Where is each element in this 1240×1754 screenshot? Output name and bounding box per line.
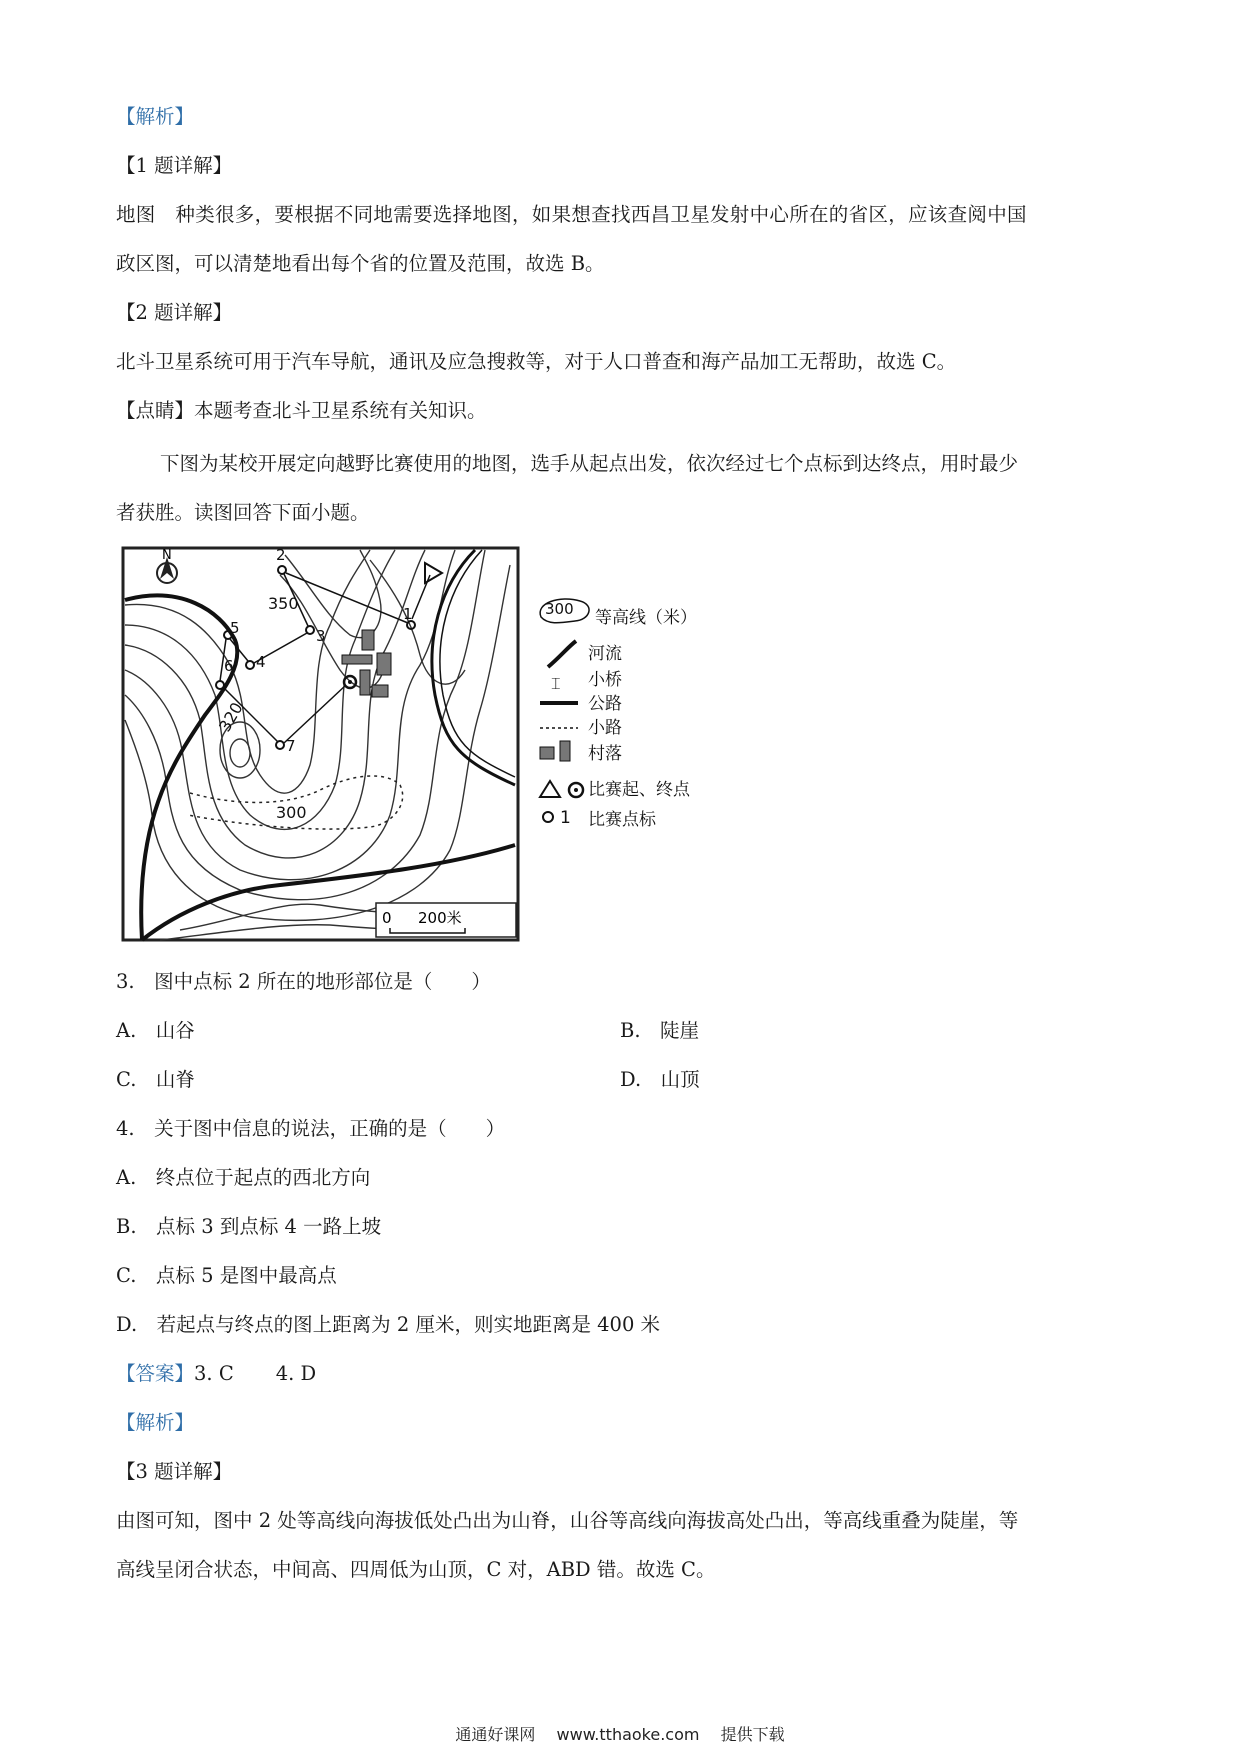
answer-3: 3. C — [194, 1362, 234, 1385]
checkpoint-label-5: 5 — [230, 619, 240, 637]
q3-option-a: A. 山谷 — [116, 1019, 195, 1042]
line-dianjing: 【点睛】本题考查北斗卫星系统有关知识。 — [116, 399, 487, 422]
north-arrow-icon — [157, 548, 177, 583]
route-lines — [220, 573, 430, 743]
intro-line-1: 下图为某校开展定向越野比赛使用的地图，选手从起点出发，依次经过七个点标到达终点，用时最少 — [160, 452, 1019, 475]
line-jiexi-2: 【解析】 — [116, 1411, 195, 1434]
line-q1-l2: 政区图，可以清楚地看出每个省的位置及范围，故选 B。 — [116, 252, 605, 275]
line-jiexi-1: 【解析】 — [116, 105, 195, 128]
line-q3-l1: 由图可知，图中 2 处等高线向海拔低处凸出为山脊，山谷等高线向海拔高处凸出，等高线重叠为陡崖，等 — [116, 1509, 1019, 1532]
checkpoint-label-6: 6 — [224, 657, 234, 675]
svg-text:小路: 小路 — [588, 718, 622, 738]
svg-text:河流: 河流 — [588, 644, 622, 664]
svg-text:300: 300 — [545, 600, 574, 618]
answer-line — [116, 1360, 316, 1388]
contour-label-320: 320 — [215, 699, 247, 735]
legend — [540, 599, 697, 830]
contour-label-350: 350 — [268, 594, 299, 613]
line-q3-l2: 高线呈闭合状态，中间高、四周低为山顶，C 对，ABD 错。故选 C。 — [116, 1558, 716, 1581]
svg-text:小桥: 小桥 — [588, 670, 622, 690]
line-q1-head: 【1 题详解】 — [116, 154, 233, 177]
line-q2-head: 【2 题详解】 — [116, 301, 233, 324]
footer-note: 提供下载 — [720, 1725, 785, 1744]
svg-text:等高线（米）: 等高线（米） — [595, 608, 697, 628]
q3-stem: 3. 图中点标 2 所在的地形部位是（ ） — [116, 970, 491, 993]
svg-text:1: 1 — [560, 808, 571, 828]
q4-option-a: A. 终点位于起点的西北方向 — [116, 1166, 371, 1189]
footer-url[interactable]: www.tthaoke.com — [556, 1725, 700, 1744]
checkpoint-label-2: 2 — [276, 546, 286, 564]
svg-text:N: N — [162, 548, 172, 563]
bridge-icon: ⌶ — [551, 674, 561, 693]
q4-stem: 4. 关于图中信息的说法，正确的是（ ） — [116, 1117, 506, 1140]
q3-option-b: B. 陡崖 — [620, 1019, 700, 1042]
intro-line-2: 者获胜。读图回答下面小题。 — [116, 501, 370, 524]
svg-text:200米: 200米 — [418, 909, 462, 927]
checkpoint-label-4: 4 — [256, 653, 266, 671]
scale-bar — [376, 903, 516, 937]
page-footer — [0, 1722, 1240, 1745]
q3-option-d: D. 山顶 — [620, 1068, 700, 1091]
line-q3-head: 【3 题详解】 — [116, 1460, 233, 1483]
contour-label-300: 300 — [276, 803, 307, 822]
footer-site: 通通好课网 — [455, 1725, 536, 1744]
checkpoint-label-1: 1 — [403, 605, 413, 623]
line-q1-l1: 地图 种类很多，要根据不同地需要选择地图，如果想查找西昌卫星发射中心所在的省区，应该查阅中国 — [116, 203, 1027, 226]
checkpoint-label-7: 7 — [286, 737, 296, 755]
svg-text:村落: 村落 — [588, 744, 622, 764]
svg-text:比赛起、终点: 比赛起、终点 — [588, 780, 690, 800]
svg-text:公路: 公路 — [588, 694, 622, 714]
q4-option-d: D. 若起点与终点的图上距离为 2 厘米，则实地距离是 400 米 — [116, 1313, 661, 1336]
checkpoint-label-3: 3 — [316, 627, 326, 645]
answer-4: 4. D — [275, 1362, 317, 1385]
orienteering-map — [120, 545, 720, 945]
q3-option-c: C. 山脊 — [116, 1068, 195, 1091]
q4-option-b: B. 点标 3 到点标 4 一路上坡 — [116, 1215, 382, 1238]
q4-option-c: C. 点标 5 是图中最高点 — [116, 1264, 337, 1287]
line-q2-l1: 北斗卫星系统可用于汽车导航，通讯及应急搜救等，对于人口普查和海产品加工无帮助，故选 C。 — [116, 350, 957, 373]
answer-label: 【答案】 — [116, 1362, 195, 1385]
svg-text:0: 0 — [382, 909, 392, 927]
svg-text:比赛点标: 比赛点标 — [588, 810, 656, 830]
